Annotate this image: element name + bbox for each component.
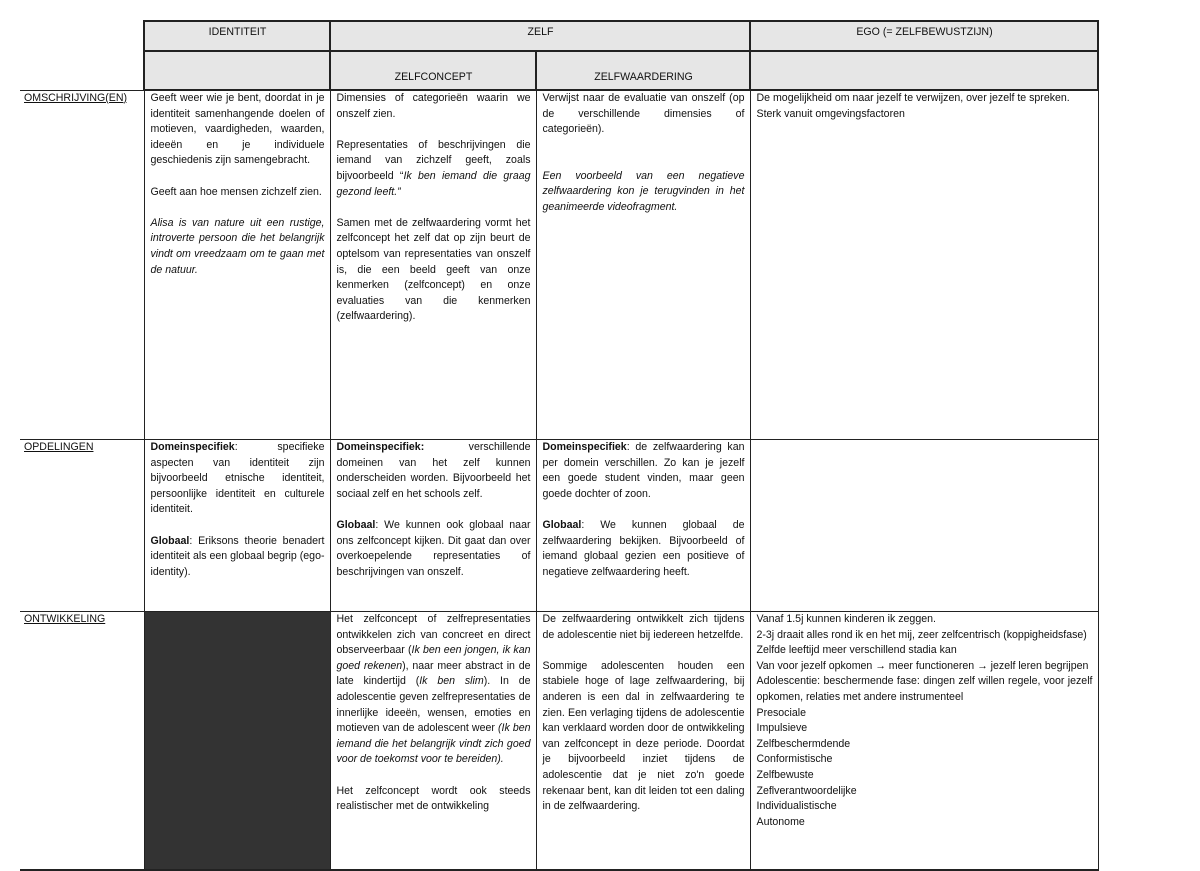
text-paragraph: Het zelfconcept wordt ook steeds realistischer met de ontwikkeling [336, 784, 531, 813]
cell-ontwikkeling-zelfconcept [330, 612, 536, 871]
list-item: Vanaf 1.5j kunnen kinderen ik zeggen. [756, 613, 936, 625]
text-paragraph: Domeinspecifiek: verschillende domeinen van het zelf kunnen onderscheiden worden. Bijvoorbeeld het sociaal zelf en het schools zelf. [336, 441, 531, 500]
row-ontwikkeling [20, 612, 1098, 871]
text-paragraph: Globaal: We kunnen ook globaal naar ons zelfconcept kijken. Dit gaat dan over overkoepelende representaties of beschrijvingen van onszelf. [336, 518, 531, 578]
text-paragraph: Representaties of beschrijvingen die iemand van zichzelf geeft, zoals bijvoorbeeld “Ik ben iemand die graag gezond leeft.” [336, 138, 531, 198]
cell-omschrijving-zelfwaardering [536, 90, 750, 440]
row-opdelingen [20, 440, 1098, 612]
text-paragraph: Globaal: We kunnen globaal de zelfwaardering bekijken. Bijvoorbeeld of iemand globaal gezien een positieve of negatieve zelfwaardering heeft. [542, 518, 745, 578]
header-zelfwaardering: ZELFWAARDERING [536, 51, 750, 90]
cell-ontwikkeling-ego [750, 612, 1098, 871]
list-item: Zelfbeschermdende [756, 737, 851, 750]
comparison-table [20, 20, 1099, 871]
header-empty-cell-2 [20, 51, 144, 90]
header-zelf: ZELF [330, 21, 750, 51]
text-paragraph: De mogelijkheid om naar jezelf te verwijzen, over jezelf te spreken. [756, 92, 1070, 104]
header-identiteit-sub [144, 51, 330, 90]
list-item: Autonome [756, 815, 805, 828]
list-item: Individualistische [756, 800, 837, 813]
text-paragraph: Globaal: Eriksons theorie benadert identiteit als een globaal begrip (ego-identity). [150, 534, 325, 578]
text-paragraph: Het zelfconcept of zelfrepresentaties ontwikkelen zich van concreet en direct observeerbaar (Ik ben een jongen, ik kan goed rekenen), naar meer abstract in de late kindertijd (Ik ben slim). In de adolescentie geven zelfrepresentaties de innerlijke ideeën, wensen, emoties en motieven van de adolescent weer (Ik ben iemand die het belangrijk vindt zich goed voor de toekomst voor te bereiden). [336, 613, 531, 766]
cell-ontwikkeling-zelfwaardering [536, 612, 750, 871]
text-paragraph: Domeinspecifiek: de zelfwaardering kan per domein verschillen. Zo kan je jezelf een goede student vinden, maar geen goede dochter of zoon. [542, 441, 745, 500]
header-identiteit: IDENTITEIT [144, 21, 330, 51]
header-empty-cell [20, 21, 144, 51]
cell-omschrijving-ego [750, 90, 1098, 440]
header-ego-sub [750, 51, 1098, 90]
header-row-1 [20, 21, 1098, 51]
text-paragraph: Geeft aan hoe mensen zichzelf zien. [150, 185, 322, 198]
row-label-ontwikkeling: ONTWIKKELING [20, 612, 144, 871]
header-row-2 [20, 51, 1098, 90]
list-item: Presociale [756, 706, 806, 719]
header-ego: EGO (= ZELFBEWUSTZIJN) [750, 21, 1098, 51]
list-item: Van voor jezelf opkomen → meer functioneren → jezelf leren begrijpen [756, 659, 1089, 672]
text-paragraph: De zelfwaardering ontwikkelt zich tijdens de adolescentie niet bij iedereen hetzelfde. [542, 613, 745, 641]
text-paragraph: Geeft weer wie je bent, doordat in je identiteit samenhangende doelen of motieven, vaardigheden, waarden, ideeën en je individuele geschiedenis zijn samengebracht. [150, 92, 325, 167]
example-paragraph: Een voorbeeld van een negatieve zelfwaardering kon je terugvinden in het geanimeerde videofragment. [542, 169, 745, 213]
list-item: Zeflverantwoordelijke [756, 784, 857, 797]
cell-ontwikkeling-identiteit-shaded [144, 612, 330, 871]
cell-omschrijving-zelfconcept [330, 90, 536, 440]
list-item: 2-3j draait alles rond ik en het mij, zeer zelfcentrisch (koppigheidsfase) [756, 628, 1087, 641]
example-paragraph: Alisa is van nature uit een rustige, introverte persoon die het belangrijk vindt om vreedzaam om te gaan met de natuur. [150, 216, 325, 276]
row-label-opdelingen: OPDELINGEN [20, 440, 144, 612]
text-paragraph: Verwijst naar de evaluatie van onszelf (op de verschillende dimensies of categorieën). [542, 92, 745, 136]
list-item: Conformistische [756, 753, 833, 766]
list-item: Zelfbewuste [756, 768, 814, 781]
header-zelfconcept: ZELFCONCEPT [330, 51, 536, 90]
list-item: Zelfde leeftijd meer verschillend stadia kan [756, 644, 957, 657]
row-omschrijving [20, 90, 1098, 440]
text-paragraph: Sterk vanuit omgevingsfactoren [756, 107, 905, 120]
list-item: Impulsieve [756, 722, 808, 735]
text-paragraph: Domeinspecifiek: specifieke aspecten van identiteit zijn bijvoorbeeld etnische identiteit, persoonlijke identiteit en culturele identiteit. [150, 441, 325, 516]
text-paragraph: Samen met de zelfwaardering vormt het zelfconcept het zelf dat op zijn beurt de optelsom van representaties van onszelf is, die een beeld geeft van onze kenmerken (zelfconcept) en onze evaluaties van die kenmerken (zelfwaardering). [336, 216, 531, 323]
text-paragraph: Dimensies of categorieën waarin we onszelf zien. [336, 92, 531, 120]
cell-opdelingen-zelfwaardering [536, 440, 750, 612]
cell-omschrijving-identiteit [144, 90, 330, 440]
row-label-omschrijving: OMSCHRIJVING(EN) [20, 90, 144, 440]
cell-opdelingen-identiteit [144, 440, 330, 612]
cell-opdelingen-ego [750, 440, 1098, 612]
cell-opdelingen-zelfconcept [330, 440, 536, 612]
text-paragraph: Sommige adolescenten houden een stabiele hoge of lage zelfwaardering, bij anderen is een dal in zelfwaardering te zien. Een verlaging tijdens de adolescentie kan verklaard worden door de ontwikkeling van zelfconcept in deze periode. Doordat je bijvoorbeeld inziet tijdens de adolescentie dat je niet zo'n goede rekenaar bent, kan dit leiden tot een daling in de zelfwaardering. [542, 659, 745, 813]
list-item: Adolescentie: beschermende fase: dingen zelf willen regele, voor jezelf opkomen, relaties met andere instrumenteel [756, 675, 1093, 703]
